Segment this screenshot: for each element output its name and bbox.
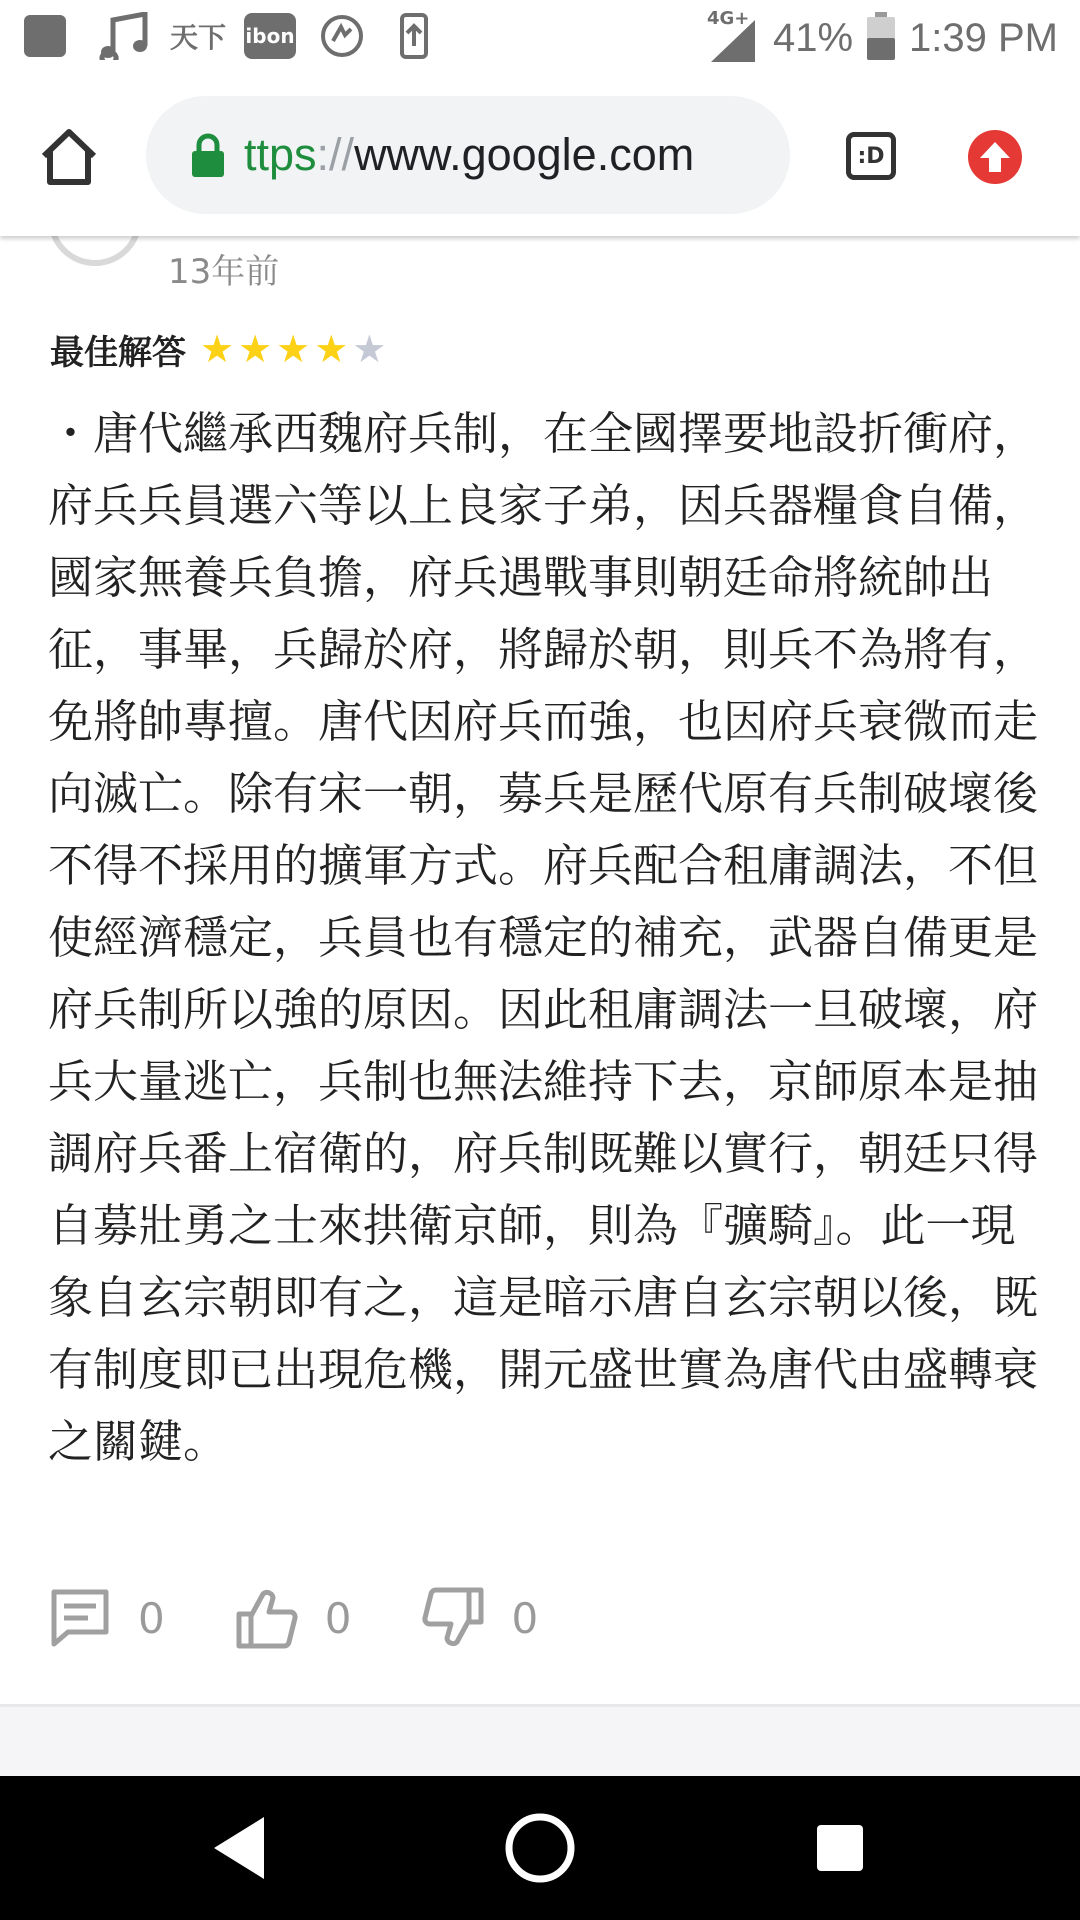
- tab-switcher-button[interactable]: :D: [846, 132, 902, 184]
- upload-icon: [396, 10, 432, 62]
- star-icon: ★: [238, 327, 273, 371]
- url-bar[interactable]: [146, 96, 790, 214]
- home-icon[interactable]: [500, 1808, 580, 1888]
- signal-icon: 4G+: [707, 12, 759, 64]
- comment-count: 0: [138, 1593, 165, 1643]
- best-answer-header: [50, 324, 390, 374]
- best-answer-label: 最佳解答: [50, 332, 186, 373]
- url-text: ttps://www.google.com: [244, 129, 695, 180]
- star-icon: ★: [200, 327, 235, 371]
- lock-icon: [190, 133, 226, 177]
- star-icon: ★: [314, 327, 349, 371]
- answer-card: [0, 236, 1080, 1776]
- extension-upload-icon[interactable]: [966, 128, 1024, 186]
- dislike-button[interactable]: [421, 1586, 538, 1650]
- battery-icon: [867, 12, 895, 64]
- sync-icon: [318, 10, 366, 62]
- tianxia-app-icon: 天下: [170, 21, 227, 54]
- answer-actions: [48, 1578, 608, 1658]
- answer-body: ・唐代繼承西魏府兵制，在全國擇要地設折衝府，府兵兵員選六等以上良家子弟，因兵器糧食自備，國家無養兵負擔，府兵遇戰事則朝廷命將統帥出征，事畢，兵歸於府，將歸於朝，則兵不為將有，免將帥專擅。唐代因府兵而強，也因府兵衰微而走向滅亡。除有宋一朝，募兵是歷代原有兵制破壞後不得不採用的擴軍方式。府兵配合租庸調法，不但使經濟穩定，兵員也有穩定的補充，武器自備更是府兵制所以強的原因。因此租庸調法一旦破壞，府兵大量逃亡，兵制也無法維持下去，京師原本是抽調府兵番上宿衛的，府兵制既難以實行，朝廷只得自募壯勇之士來拱衛京師，則為『彍騎』。此一現象自玄宗朝即有之，這是暗示唐自玄宗朝以後，既有制度即已出現危機，開元盛世實為唐代由盛轉衰之關鍵。: [48, 407, 1039, 1468]
- thumbs-up-icon: [235, 1586, 299, 1650]
- browser-toolbar: [0, 76, 1080, 236]
- music-icon: [98, 10, 152, 62]
- home-icon[interactable]: [38, 126, 100, 188]
- timestamp: 13年前: [168, 252, 280, 292]
- navigation-bar: [0, 1776, 1080, 1920]
- ibon-app-icon: ibon: [244, 10, 296, 62]
- thumbs-down-icon: [421, 1586, 485, 1650]
- like-count: 0: [324, 1593, 352, 1643]
- recents-icon[interactable]: [800, 1808, 880, 1888]
- page-background: [0, 1707, 1080, 1776]
- comment-icon: [48, 1586, 112, 1650]
- like-button[interactable]: [235, 1586, 352, 1650]
- battery-percent: 41%: [772, 15, 854, 60]
- dislike-count: 0: [511, 1593, 539, 1643]
- status-bar: [0, 0, 1080, 76]
- star-icon: ★: [352, 327, 387, 371]
- comment-button[interactable]: [48, 1586, 165, 1650]
- star-icon: ★: [276, 327, 311, 371]
- back-icon[interactable]: [200, 1808, 280, 1888]
- avatar[interactable]: [48, 236, 142, 266]
- clock: 1:39 PM: [909, 15, 1058, 60]
- gallery-icon: [22, 10, 68, 62]
